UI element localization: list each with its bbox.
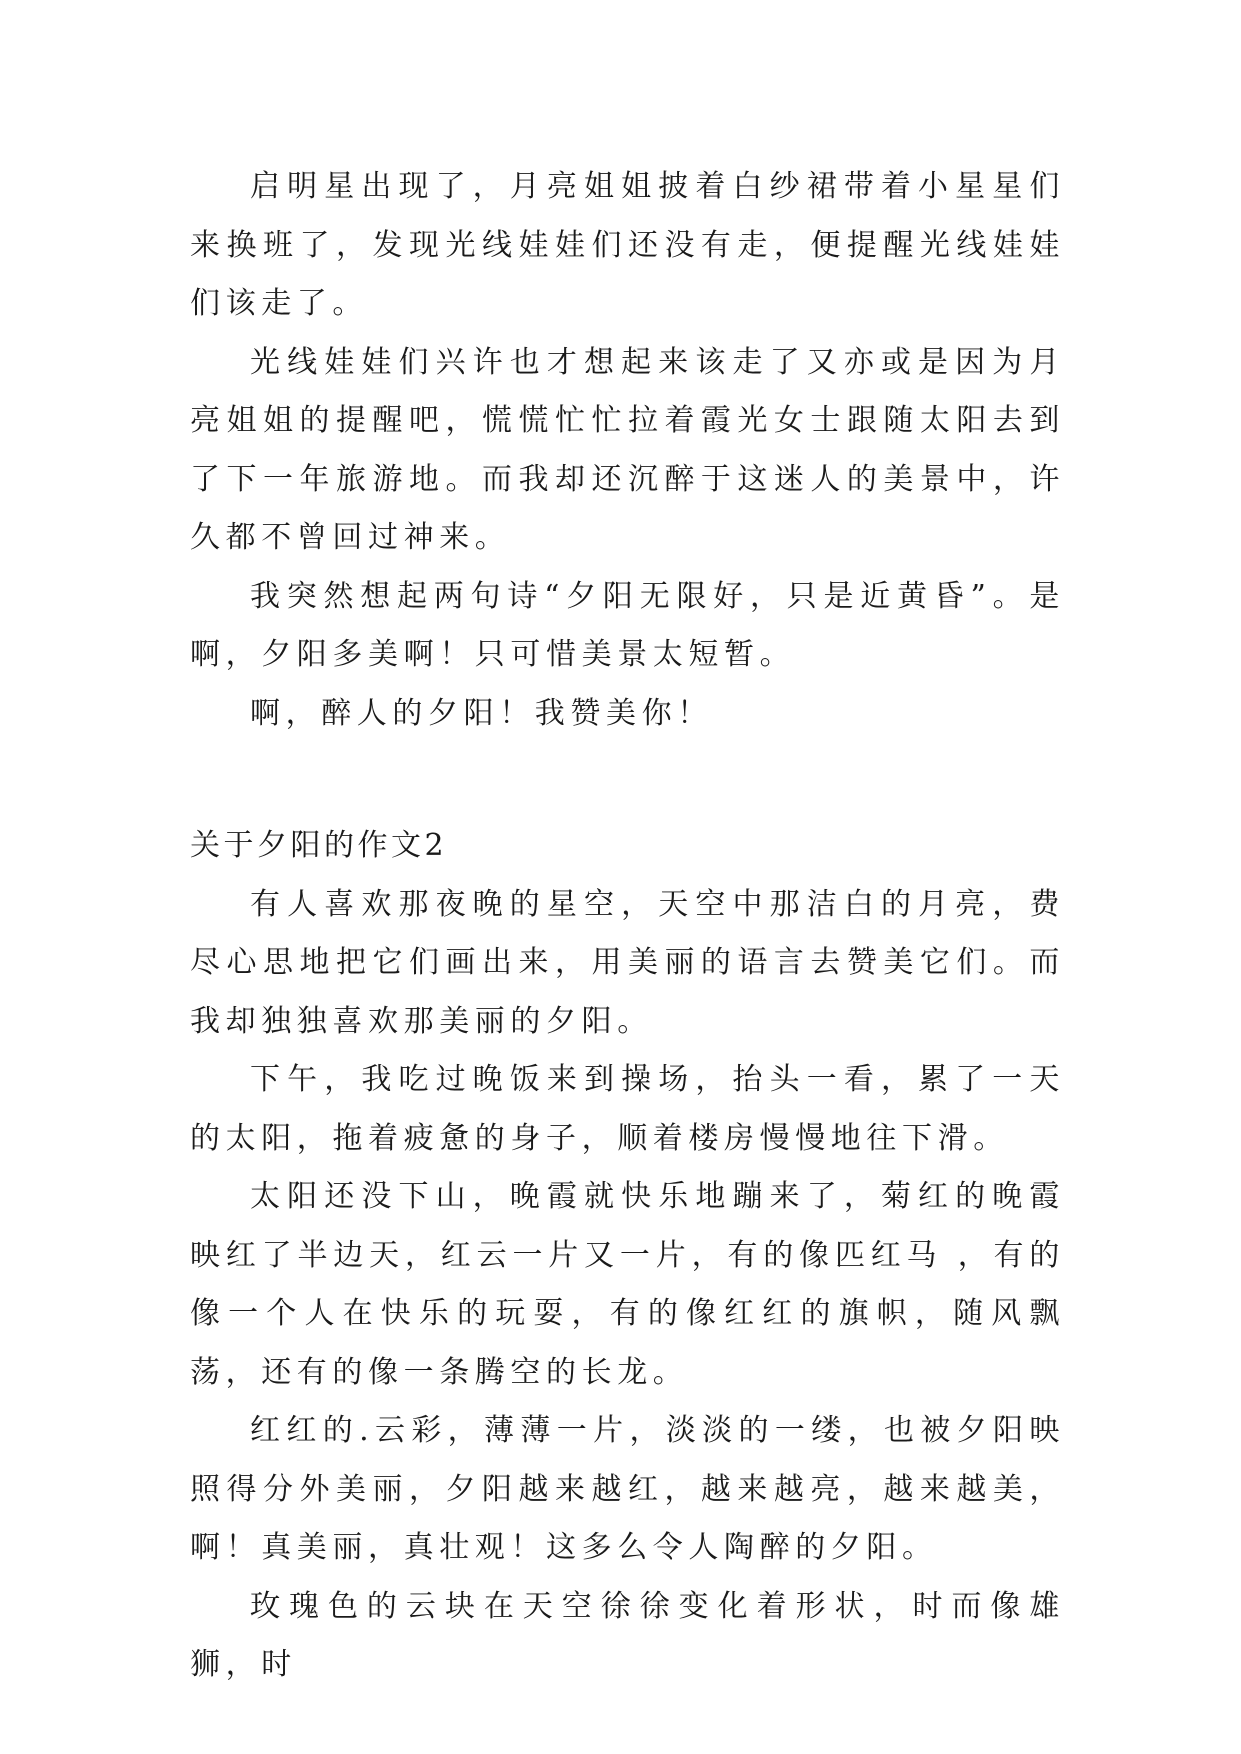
paragraph: 下午，我吃过晚饭来到操场，抬头一看，累了一天的太阳，拖着疲惫的身子，顺着楼房慢慢地往下滑。 [190, 1062, 1065, 1156]
paragraph: 太阳还没下山，晚霞就快乐地蹦来了，菊红的晚霞映红了半边天，红云一片又一片，有的像匹红马 ，有的像一个人在快乐的玩耍，有的像红红的旗帜，随风飘荡，还有的像一条腾空的长龙。 [190, 1179, 1065, 1390]
paragraph: 我突然想起两句诗“夕阳无限好，只是近黄昏”。是啊，夕阳多美啊！只可惜美景太短暂。 [190, 578, 1065, 672]
paragraph: 玫瑰色的云块在天空徐徐变化着形状，时而像雄狮，时 [190, 1588, 1065, 1682]
paragraph: 启明星出现了，月亮姐姐披着白纱裙带着小星星们来换班了，发现光线娃娃们还没有走，便提醒光线娃娃们该走了。 [190, 169, 1065, 321]
paragraph: 红红的.云彩，薄薄一片，淡淡的一缕，也被夕阳映照得分外美丽，夕阳越来越红，越来越亮，越来越美，啊！真美丽，真壮观！这多么令人陶醉的夕阳。 [190, 1413, 1065, 1565]
paragraph: 有人喜欢那夜晚的星空，天空中那洁白的月亮，费尽心思地把它们画出来，用美丽的语言去赞美它们。而我却独独喜欢那美丽的夕阳。 [190, 886, 1065, 1039]
section-heading: 关于夕阳的作文2 [190, 828, 448, 863]
paragraph: 啊，醉人的夕阳！我赞美你！ [250, 695, 713, 731]
document-page [190, 158, 1065, 1695]
paragraph: 光线娃娃们兴许也才想起来该走了又亦或是因为月亮姐姐的提醒吧，慌慌忙忙拉着霞光女士跟随太阳去到了下一年旅游地。而我却还沉醉于这迷人的美景中，许久都不曾回过神来。 [190, 344, 1065, 555]
